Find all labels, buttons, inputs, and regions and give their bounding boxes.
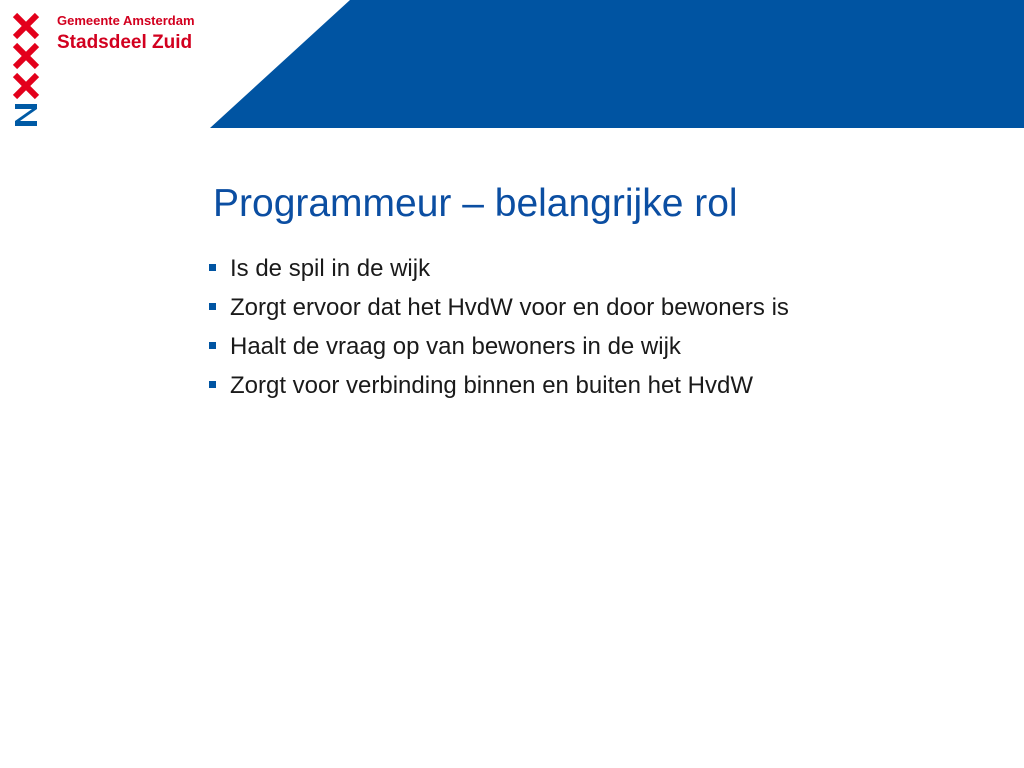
bullet-list [208, 255, 789, 411]
organisation-logo [0, 0, 220, 130]
bullet-item [208, 372, 789, 411]
square-bullet-icon [209, 381, 216, 388]
bullet-text: Is de spil in de wijk [230, 255, 431, 282]
bullet-text: Haalt de vraag op van bewoners in de wijk [230, 333, 681, 360]
zuid-z-icon [15, 104, 37, 126]
square-bullet-icon [209, 264, 216, 271]
bullet-item [208, 333, 789, 372]
square-bullet-icon [209, 303, 216, 310]
bullet-text: Zorgt voor verbinding binnen en buiten het HvdW [230, 372, 753, 399]
organisation-name: Gemeente Amsterdam [57, 13, 195, 28]
bullet-item [208, 255, 789, 294]
amsterdam-xxx-crosses-icon [12, 12, 42, 130]
square-bullet-icon [209, 342, 216, 349]
district-name: Stadsdeel Zuid [57, 32, 193, 53]
bullet-text: Zorgt ervoor dat het HvdW voor en door bewoners is [230, 294, 789, 321]
bullet-item [208, 294, 789, 333]
slide-title: Programmeur – belangrijke rol [213, 182, 738, 225]
header-band-shape [210, 0, 1024, 128]
